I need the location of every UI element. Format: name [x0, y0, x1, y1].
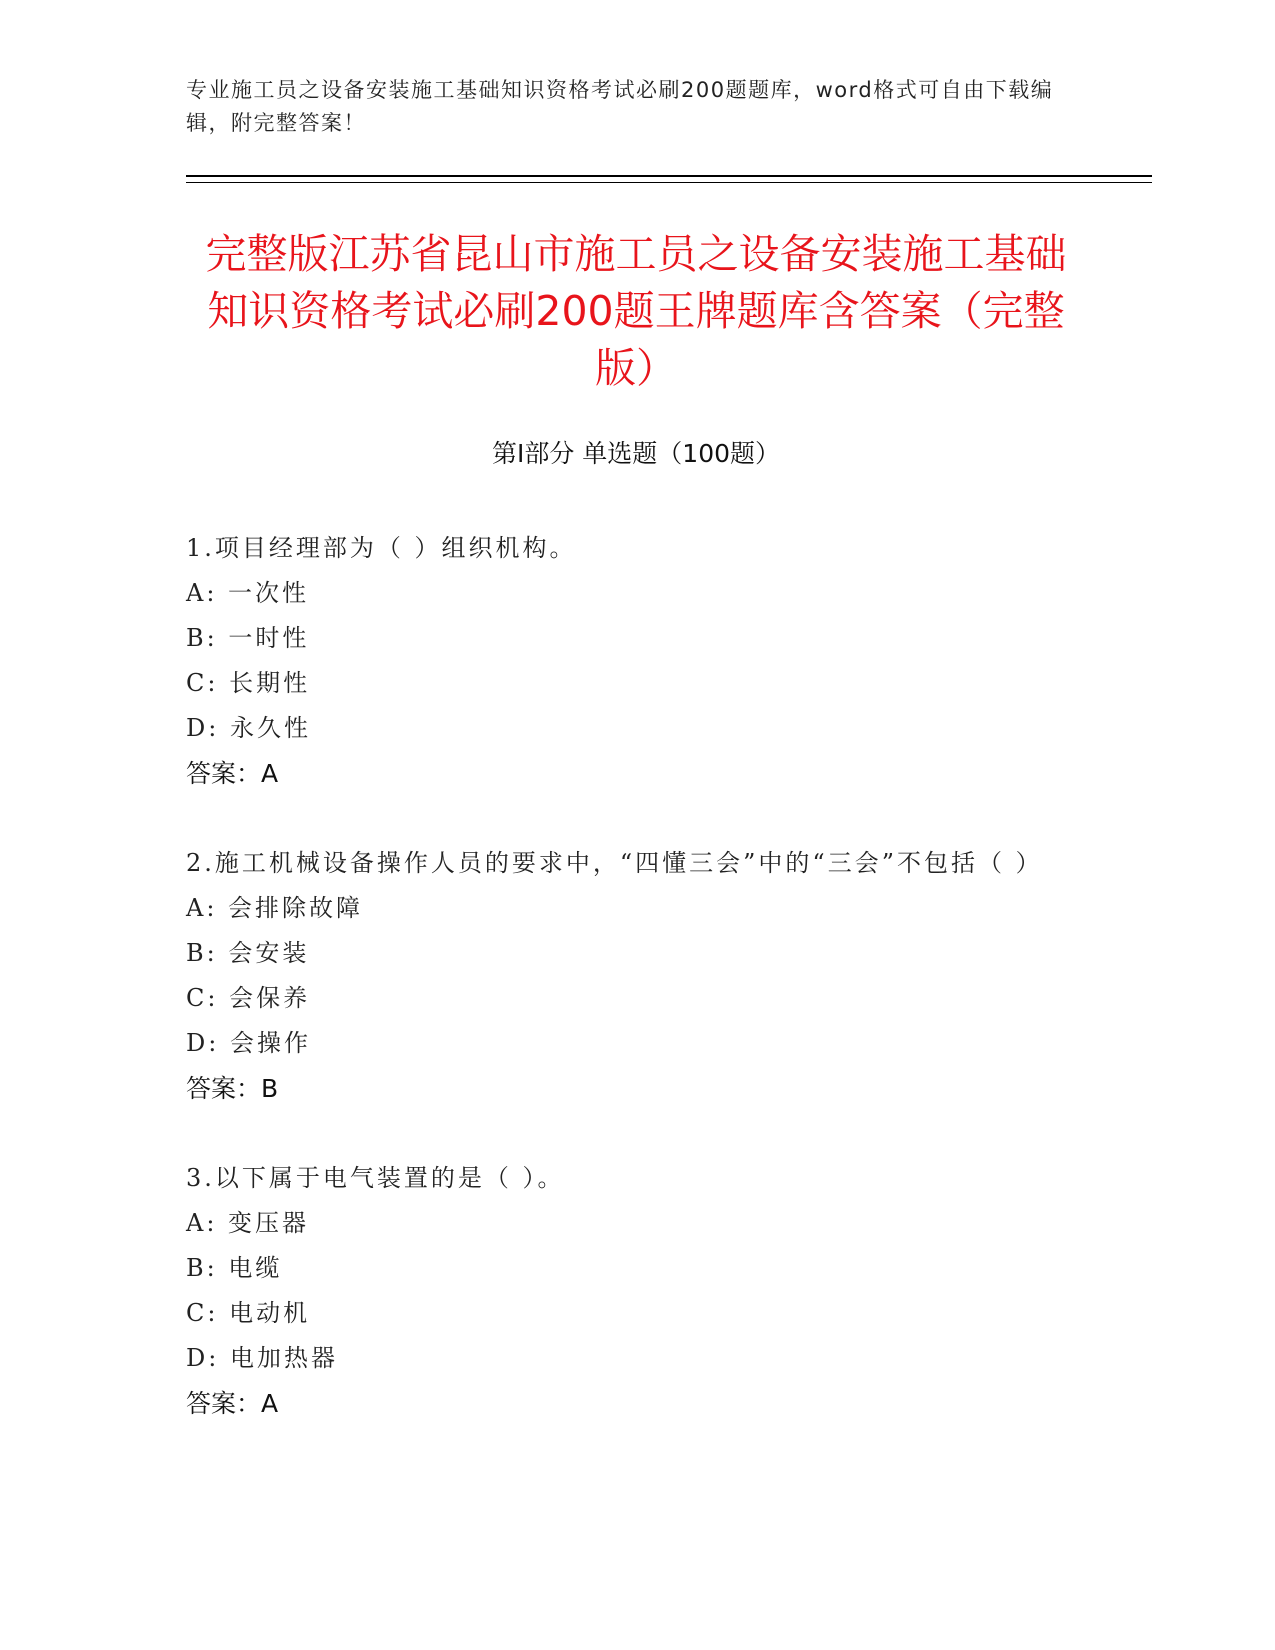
question-list	[186, 526, 1066, 1471]
answer: 答案：A	[186, 1389, 279, 1418]
question-text: 3.以下属于电气装置的是（ ）。	[186, 1164, 565, 1192]
option-d: D: 永久性	[186, 714, 311, 742]
option-c: C: 长期性	[186, 669, 311, 697]
header-rule-thick	[186, 175, 1152, 177]
document-title: 完整版江苏省昆山市施工员之设备安装施工基础知识资格考试必刷200题王牌题库含答案（完整版）	[205, 230, 1067, 392]
option-b: B: 一时性	[186, 624, 310, 652]
option-b: B: 电缆	[186, 1254, 283, 1282]
question-text: 2.施工机械设备操作人员的要求中，“四懂三会”中的“三会”不包括（ ）	[186, 849, 1043, 877]
option-d: D: 电加热器	[186, 1344, 338, 1372]
question-2	[186, 841, 1066, 1111]
option-c: C: 会保养	[186, 984, 311, 1012]
answer: 答案：B	[186, 1074, 279, 1103]
option-b: B: 会安装	[186, 939, 310, 967]
option-c: C: 电动机	[186, 1299, 311, 1327]
section-heading: 第I部分 单选题（100题）	[491, 439, 781, 468]
page-header: 专业施工员之设备安装施工基础知识资格考试必刷200题题库，word格式可自由下载编辑，附完整答案！	[186, 78, 1054, 135]
option-a: A: 变压器	[186, 1209, 310, 1237]
answer: 答案：A	[186, 759, 279, 788]
question-1	[186, 526, 1066, 796]
question-3	[186, 1156, 1066, 1426]
option-a: A: 一次性	[186, 579, 310, 607]
option-a: A: 会排除故障	[186, 894, 364, 922]
question-text: 1.项目经理部为（ ）组织机构。	[186, 534, 577, 562]
header-rule-thin	[186, 182, 1152, 183]
option-d: D: 会操作	[186, 1029, 311, 1057]
